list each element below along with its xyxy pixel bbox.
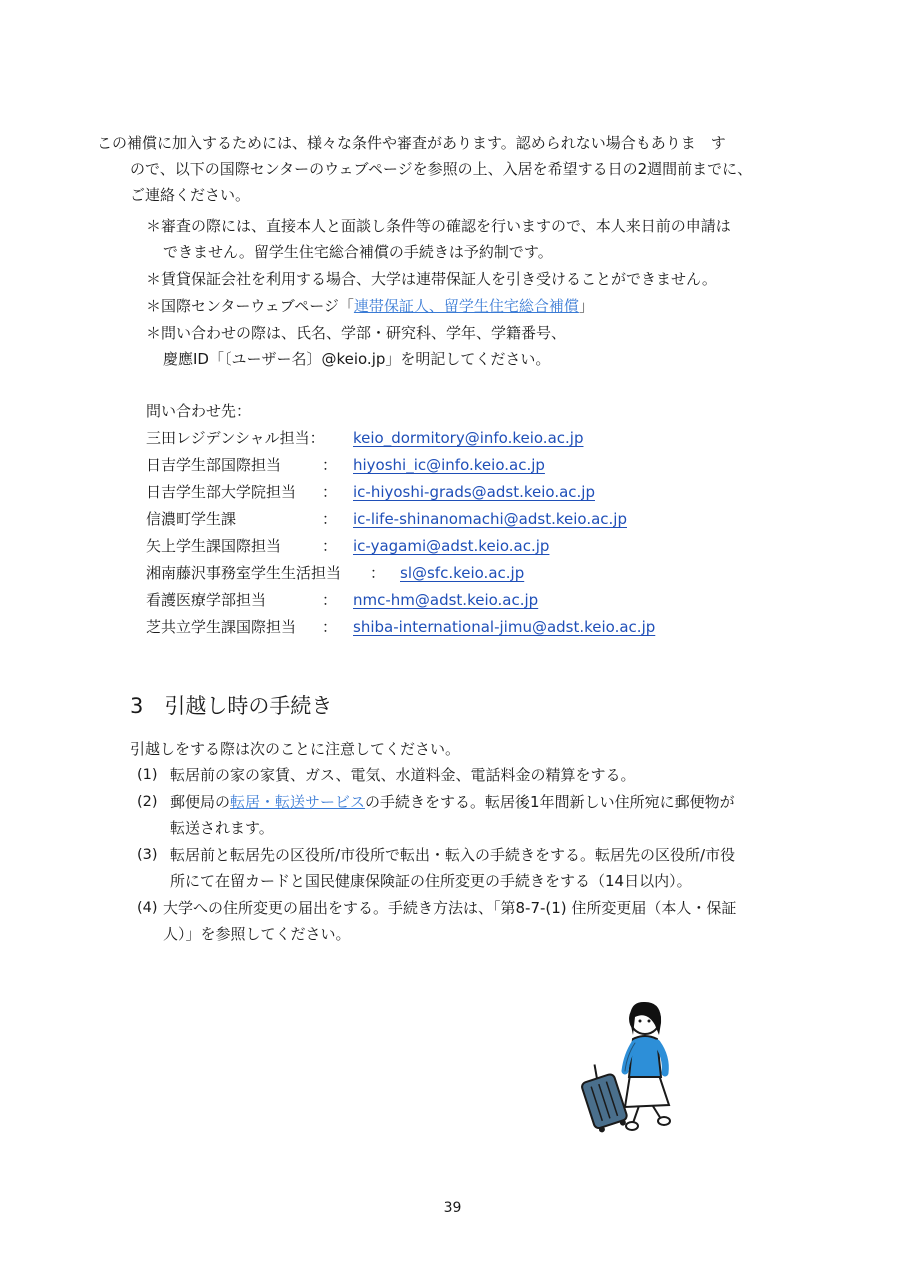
contact-colon: ： [322, 510, 338, 528]
item-3-number: (3) [137, 847, 158, 863]
contact-label: 信濃町学生課 [146, 510, 237, 528]
contact-colon: ： [322, 537, 338, 555]
note-3-suffix: 」 [578, 297, 594, 315]
intro-line-1: この補償に加入するためには、様々な条件や審査があります。認められない場合もありま す [97, 134, 726, 152]
item-2-suffix: の手続きをする。転居後1年間新しい住所宛に郵便物が [365, 793, 735, 811]
note-2: ＊賃貸保証会社を利用する場合、大学は連帯保証人を引き受けることができません。 [146, 270, 717, 288]
section-3-heading: 3 引越し時の手続き [130, 694, 333, 718]
item-2-continuation: 転送されます。 [170, 819, 274, 837]
contact-colon: ： [322, 591, 338, 609]
contact-label: 芝共立学生課国際担当 [146, 618, 297, 636]
section-3-intro: 引越しをする際は次のことに注意してください。 [130, 740, 461, 758]
contact-label: 日吉学生部国際担当 [146, 456, 282, 474]
intl-center-link[interactable]: 連帯保証人、留学生住宅総合補償 [353, 297, 579, 315]
contact-colon: ： [322, 483, 338, 501]
item-2-number: (2) [137, 794, 158, 810]
intro-line-2: ので、以下の国際センターのウェブページを参照の上、入居を希望する日の2週間前までに、 [130, 160, 753, 178]
contact-email-link[interactable]: nmc-hm@adst.keio.ac.jp [353, 591, 539, 609]
note-4-line-1: ＊問い合わせの際は、氏名、学部・研究科、学年、学籍番号、 [146, 324, 567, 342]
note-4-line-2: 慶應ID「〔ユーザー名〕@keio.jp」を明記してください。 [163, 350, 551, 368]
contact-label: 日吉学生部大学院担当 [146, 483, 297, 501]
item-3-continuation: 所にて在留カードと国民健康保険証の住所変更の手続きをする（14日以内）。 [170, 872, 692, 890]
item-2-prefix: 郵便局の [170, 793, 231, 811]
forwarding-service-link[interactable]: 転居・転送サービス [230, 793, 366, 811]
item-3-text: 転居前と転居先の区役所/市役所で転出・転入の手続きをする。転居先の区役所/市役 [170, 846, 736, 864]
item-4-text: 大学への住所変更の届出をする。手続き方法は、「第8-7-(1) 住所変更届（本人・保証 [163, 899, 737, 917]
traveler-illustration [575, 995, 685, 1140]
intro-line-3: ご連絡ください。 [130, 186, 251, 204]
note-1-line-1: ＊審査の際には、直接本人と面談し条件等の確認を行いますので、本人来日前の申請は [146, 217, 731, 235]
contact-label: 三田レジデンシャル担当： [146, 429, 325, 447]
contact-colon: ： [370, 564, 386, 582]
contact-email-link[interactable]: keio_dormitory@info.keio.ac.jp [353, 429, 584, 447]
item-2-text [170, 791, 735, 813]
note-3 [146, 295, 594, 317]
note-1-line-2: できません。留学生住宅総合補償の手続きは予約制です。 [163, 243, 553, 261]
contact-email-link[interactable]: sl@sfc.keio.ac.jp [400, 564, 525, 582]
contact-label: 看護医療学部担当 [146, 591, 267, 609]
contact-email-link[interactable]: hiyoshi_ic@info.keio.ac.jp [353, 456, 545, 474]
page-number: 39 [443, 1200, 462, 1216]
contact-colon: ： [322, 456, 338, 474]
contact-label: 湘南藤沢事務室学生生活担当 [146, 564, 342, 582]
contact-email-link[interactable]: shiba-international-jimu@adst.keio.ac.jp [353, 618, 656, 636]
contacts-heading: 問い合わせ先： [146, 402, 252, 420]
item-1-text: 転居前の家の家賃、ガス、電気、水道料金、電話料金の精算をする。 [170, 766, 636, 784]
item-4-number: (4) [137, 900, 158, 916]
contact-email-link[interactable]: ic-life-shinanomachi@adst.keio.ac.jp [353, 510, 627, 528]
contact-email-link[interactable]: ic-yagami@adst.keio.ac.jp [353, 537, 550, 555]
contact-colon: ： [322, 618, 338, 636]
item-1-number: (1) [137, 767, 158, 783]
contact-label: 矢上学生課国際担当 [146, 537, 282, 555]
note-3-prefix: ＊国際センターウェブページ「 [146, 297, 354, 315]
contact-email-link[interactable]: ic-hiyoshi-grads@adst.keio.ac.jp [353, 483, 595, 501]
item-4-continuation: 人）」を参照してください。 [163, 925, 351, 943]
